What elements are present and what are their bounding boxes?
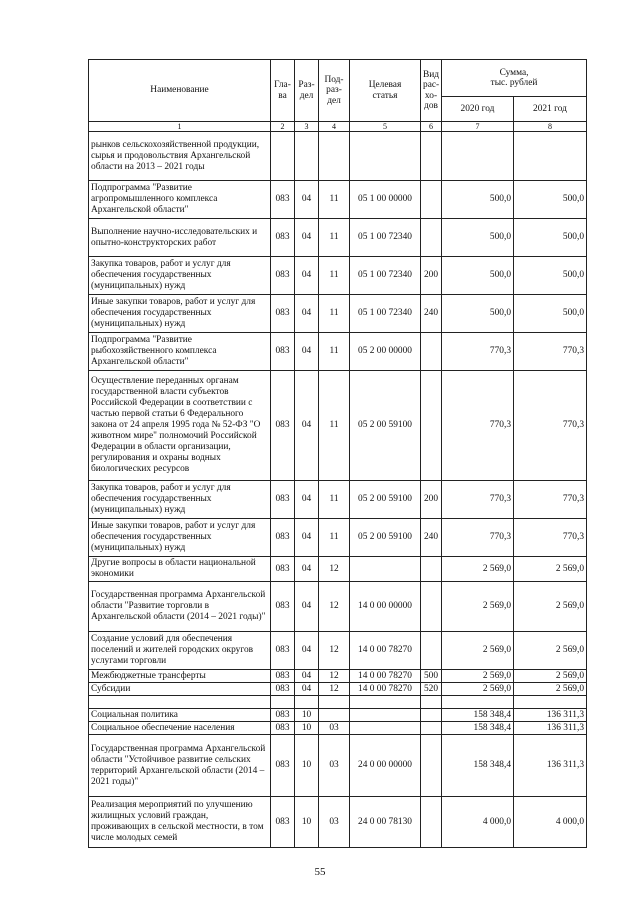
- row-sum-2020: [442, 696, 514, 709]
- table-row: [89, 696, 587, 709]
- table-row: [89, 371, 587, 481]
- table-row: [89, 333, 587, 371]
- header-year-2021: 2021 год: [514, 97, 587, 122]
- row-target: [350, 722, 421, 735]
- budget-table: [88, 59, 587, 848]
- row-glava: 083: [271, 481, 295, 519]
- row-target: 14 0 00 78270: [350, 670, 421, 683]
- row-glava: 083: [271, 632, 295, 670]
- row-target: 05 2 00 59100: [350, 481, 421, 519]
- row-razdel: 04: [295, 582, 319, 632]
- table-row: [89, 219, 587, 257]
- row-sum-2020: 4 000,0: [442, 797, 514, 848]
- row-sum-2020: 500,0: [442, 295, 514, 333]
- header-vid: Вид рас- хо- дов: [421, 60, 442, 122]
- row-target: 05 1 00 72340: [350, 257, 421, 295]
- row-name: Иные закупки товаров, работ и услуг для обеспечения государственных (муниципальных) нужд: [89, 295, 271, 333]
- row-name: Реализация мероприятий по улучшению жилищных условий граждан, проживающих в сельской местности, в том числе молодых семей: [89, 797, 271, 848]
- row-podrazdel: 11: [319, 519, 350, 557]
- table-row: [89, 670, 587, 683]
- row-name: Межбюджетные трансферты: [89, 670, 271, 683]
- column-index: 5: [350, 122, 421, 132]
- row-name: Закупка товаров, работ и услуг для обеспечения государственных (муниципальных) нужд: [89, 481, 271, 519]
- row-glava: [271, 696, 295, 709]
- table-row: [89, 295, 587, 333]
- row-name: Социальная политика: [89, 709, 271, 722]
- row-podrazdel: [319, 132, 350, 181]
- row-name: Иные закупки товаров, работ и услуг для обеспечения государственных (муниципальных) нужд: [89, 519, 271, 557]
- row-podrazdel: 11: [319, 371, 350, 481]
- row-podrazdel: 03: [319, 797, 350, 848]
- row-target: [350, 709, 421, 722]
- row-target: 05 2 00 59100: [350, 519, 421, 557]
- row-vid: [421, 219, 442, 257]
- row-podrazdel: 11: [319, 295, 350, 333]
- table-row: [89, 132, 587, 181]
- row-sum-2021: 500,0: [514, 181, 587, 219]
- row-glava: 083: [271, 219, 295, 257]
- row-glava: 083: [271, 582, 295, 632]
- row-vid: [421, 797, 442, 848]
- row-razdel: 04: [295, 519, 319, 557]
- row-glava: 083: [271, 557, 295, 582]
- row-razdel: [295, 696, 319, 709]
- row-sum-2020: 158 348,4: [442, 709, 514, 722]
- row-podrazdel: 03: [319, 735, 350, 797]
- row-podrazdel: 11: [319, 219, 350, 257]
- row-sum-2021: 770,3: [514, 519, 587, 557]
- table-row: [89, 257, 587, 295]
- row-podrazdel: 11: [319, 333, 350, 371]
- row-vid: 500: [421, 670, 442, 683]
- row-razdel: 10: [295, 735, 319, 797]
- row-vid: [421, 696, 442, 709]
- row-sum-2021: 770,3: [514, 371, 587, 481]
- row-glava: 083: [271, 709, 295, 722]
- row-sum-2020: 2 569,0: [442, 557, 514, 582]
- row-target: [350, 132, 421, 181]
- row-glava: 083: [271, 797, 295, 848]
- table-row: [89, 735, 587, 797]
- row-sum-2020: 2 569,0: [442, 582, 514, 632]
- row-name: Подпрограмма "Развитие агропромышленного комплекса Архангельской области": [89, 181, 271, 219]
- column-index: 2: [271, 122, 295, 132]
- table-row: [89, 181, 587, 219]
- row-vid: 200: [421, 481, 442, 519]
- row-sum-2020: 158 348,4: [442, 735, 514, 797]
- table-row: [89, 683, 587, 696]
- table-row: [89, 557, 587, 582]
- row-name: [89, 696, 271, 709]
- row-razdel: 04: [295, 683, 319, 696]
- row-sum-2021: 2 569,0: [514, 557, 587, 582]
- row-sum-2020: 2 569,0: [442, 632, 514, 670]
- row-razdel: 04: [295, 295, 319, 333]
- row-razdel: 04: [295, 257, 319, 295]
- row-podrazdel: 12: [319, 557, 350, 582]
- row-vid: [421, 709, 442, 722]
- row-glava: 083: [271, 722, 295, 735]
- row-name: Закупка товаров, работ и услуг для обеспечения государственных (муниципальных) нужд: [89, 257, 271, 295]
- row-vid: [421, 181, 442, 219]
- row-razdel: 04: [295, 371, 319, 481]
- row-name: Создание условий для обеспечения поселений и жителей городских округов услугами торговли: [89, 632, 271, 670]
- row-name: Подпрограмма "Развитие рыбохозяйственного комплекса Архангельской области": [89, 333, 271, 371]
- row-name: Государственная программа Архангельской области "Устойчивое развитие сельских территорий Архангельской области (2014 – 2021 годы)": [89, 735, 271, 797]
- row-razdel: 10: [295, 797, 319, 848]
- row-razdel: 04: [295, 333, 319, 371]
- row-glava: 083: [271, 683, 295, 696]
- row-sum-2021: 770,3: [514, 481, 587, 519]
- table-header: [89, 60, 587, 132]
- row-glava: 083: [271, 181, 295, 219]
- row-podrazdel: 12: [319, 582, 350, 632]
- table-body: [89, 132, 587, 848]
- row-vid: 200: [421, 257, 442, 295]
- row-glava: 083: [271, 371, 295, 481]
- row-glava: 083: [271, 257, 295, 295]
- row-sum-2020: 770,3: [442, 333, 514, 371]
- row-glava: [271, 132, 295, 181]
- row-sum-2021: 2 569,0: [514, 683, 587, 696]
- row-sum-2021: 136 311,3: [514, 709, 587, 722]
- row-target: 05 1 00 72340: [350, 295, 421, 333]
- row-glava: 083: [271, 670, 295, 683]
- row-glava: 083: [271, 333, 295, 371]
- row-vid: [421, 132, 442, 181]
- row-podrazdel: 11: [319, 181, 350, 219]
- row-podrazdel: 11: [319, 257, 350, 295]
- row-glava: 083: [271, 295, 295, 333]
- row-target: 14 0 00 78270: [350, 683, 421, 696]
- row-target: 05 1 00 72340: [350, 219, 421, 257]
- row-sum-2021: 2 569,0: [514, 670, 587, 683]
- row-vid: [421, 582, 442, 632]
- row-name: рынков сельскохозяйственной продукции, сырья и продовольствия Архангельской области на 2013 – 2021 годы: [89, 132, 271, 181]
- row-target: 14 0 00 00000: [350, 582, 421, 632]
- row-razdel: [295, 132, 319, 181]
- page-number: 55: [314, 866, 326, 878]
- row-name: Другие вопросы в области национальной экономики: [89, 557, 271, 582]
- column-index: 4: [319, 122, 350, 132]
- row-name: Государственная программа Архангельской области "Развитие торговли в Архангельской области (2014 – 2021 годы)": [89, 582, 271, 632]
- row-target: 05 2 00 00000: [350, 333, 421, 371]
- row-vid: 520: [421, 683, 442, 696]
- row-sum-2021: 770,3: [514, 333, 587, 371]
- header-podrazdel: Под- раз- дел: [319, 60, 350, 122]
- table-row: [89, 722, 587, 735]
- row-sum-2021: [514, 132, 587, 181]
- row-vid: 240: [421, 295, 442, 333]
- table-row: [89, 582, 587, 632]
- row-razdel: 04: [295, 557, 319, 582]
- row-podrazdel: 03: [319, 722, 350, 735]
- header-target: Целевая статья: [350, 60, 421, 122]
- row-target: 14 0 00 78270: [350, 632, 421, 670]
- row-name: Субсидии: [89, 683, 271, 696]
- row-podrazdel: 12: [319, 670, 350, 683]
- row-target: [350, 557, 421, 582]
- row-podrazdel: [319, 709, 350, 722]
- table-row: [89, 709, 587, 722]
- row-sum-2021: 500,0: [514, 257, 587, 295]
- row-sum-2021: 2 569,0: [514, 632, 587, 670]
- row-podrazdel: 12: [319, 632, 350, 670]
- row-sum-2021: 500,0: [514, 295, 587, 333]
- row-sum-2020: 158 348,4: [442, 722, 514, 735]
- row-vid: [421, 722, 442, 735]
- row-razdel: 04: [295, 670, 319, 683]
- row-vid: [421, 371, 442, 481]
- header-year-2020: 2020 год: [442, 97, 514, 122]
- row-sum-2021: [514, 696, 587, 709]
- column-index: 6: [421, 122, 442, 132]
- row-glava: 083: [271, 519, 295, 557]
- row-sum-2020: 770,3: [442, 519, 514, 557]
- table-row: [89, 797, 587, 848]
- row-razdel: 04: [295, 219, 319, 257]
- header-glava: Гла- ва: [271, 60, 295, 122]
- row-razdel: 10: [295, 709, 319, 722]
- table-row: [89, 519, 587, 557]
- row-sum-2021: 500,0: [514, 219, 587, 257]
- row-podrazdel: [319, 696, 350, 709]
- row-sum-2020: 2 569,0: [442, 683, 514, 696]
- row-sum-2020: 500,0: [442, 257, 514, 295]
- row-name: Выполнение научно-исследовательских и опытно-конструкторских работ: [89, 219, 271, 257]
- column-index: 1: [89, 122, 271, 132]
- row-sum-2021: 4 000,0: [514, 797, 587, 848]
- table-row: [89, 632, 587, 670]
- row-target: 05 1 00 00000: [350, 181, 421, 219]
- row-podrazdel: 12: [319, 683, 350, 696]
- row-razdel: 04: [295, 481, 319, 519]
- row-sum-2020: 770,3: [442, 371, 514, 481]
- column-index-row: [89, 122, 587, 132]
- table-row: [89, 481, 587, 519]
- row-target: 05 2 00 59100: [350, 371, 421, 481]
- row-sum-2020: [442, 132, 514, 181]
- row-sum-2021: 136 311,3: [514, 735, 587, 797]
- column-index: 3: [295, 122, 319, 132]
- header-sum: Сумма, тыс. рублей: [442, 60, 587, 97]
- row-sum-2021: 2 569,0: [514, 582, 587, 632]
- row-razdel: 04: [295, 181, 319, 219]
- row-sum-2021: 136 311,3: [514, 722, 587, 735]
- row-sum-2020: 500,0: [442, 181, 514, 219]
- column-index: 7: [442, 122, 514, 132]
- row-razdel: 04: [295, 632, 319, 670]
- row-glava: 083: [271, 735, 295, 797]
- row-vid: [421, 557, 442, 582]
- header-razdel: Раз- дел: [295, 60, 319, 122]
- row-podrazdel: 11: [319, 481, 350, 519]
- row-target: [350, 696, 421, 709]
- row-vid: [421, 735, 442, 797]
- row-sum-2020: 2 569,0: [442, 670, 514, 683]
- column-index: 8: [514, 122, 587, 132]
- row-razdel: 10: [295, 722, 319, 735]
- row-name: Социальное обеспечение населения: [89, 722, 271, 735]
- row-target: 24 0 00 00000: [350, 735, 421, 797]
- row-vid: [421, 333, 442, 371]
- row-vid: 240: [421, 519, 442, 557]
- row-name: Осуществление переданных органам государственной власти субъектов Российской Федерации в соответствии с частью первой статьи 6 Федерального закона от 24 апреля 1995 года № 52-ФЗ "О животном мире" полномочий Российской Федерации в области организации, регулирования и охраны водных биологических ресурсов: [89, 371, 271, 481]
- header-name: Наименование: [89, 60, 271, 122]
- row-vid: [421, 632, 442, 670]
- row-sum-2020: 500,0: [442, 219, 514, 257]
- row-sum-2020: 770,3: [442, 481, 514, 519]
- row-target: 24 0 00 78130: [350, 797, 421, 848]
